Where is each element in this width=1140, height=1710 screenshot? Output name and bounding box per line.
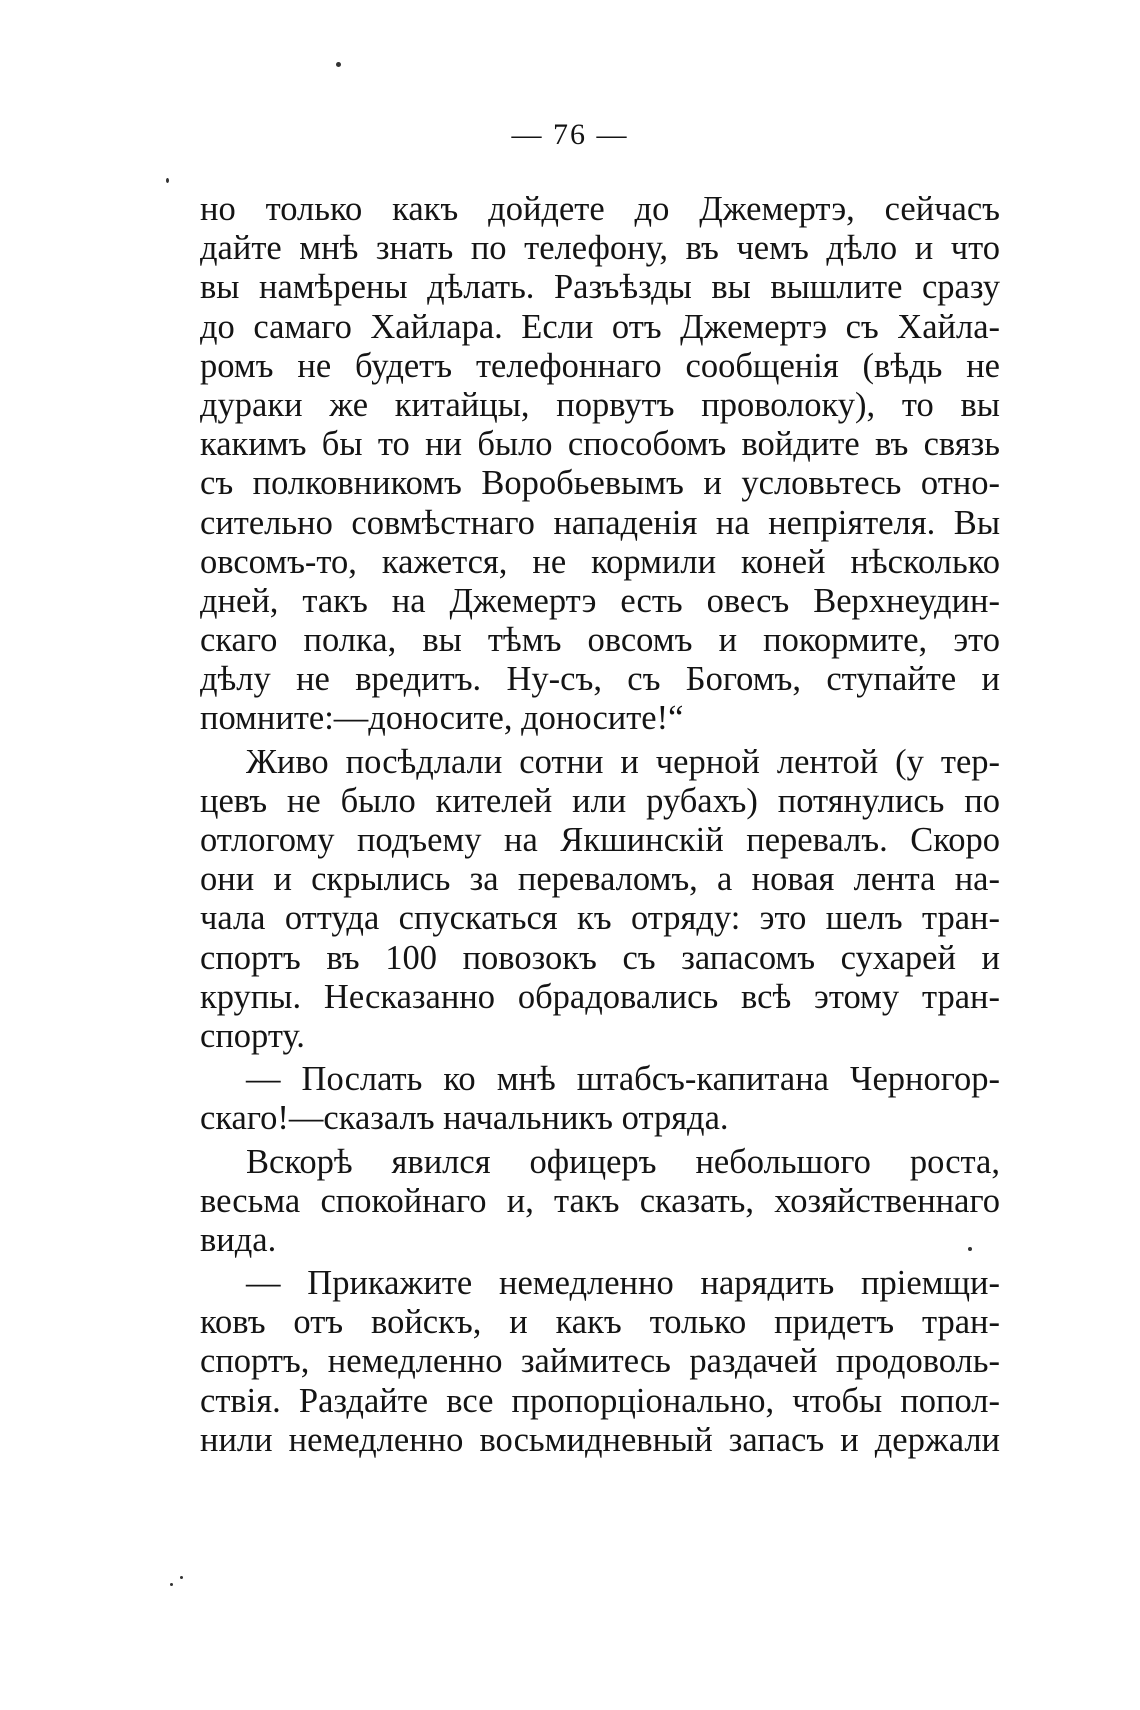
page-number: — 76 — [511, 118, 629, 151]
text-line: крупы. Несказанно обрадовались всѣ этому тран- [200, 977, 1000, 1016]
paragraph [200, 1060, 1000, 1138]
text-line: до самаго Хайлара. Если отъ Джемертэ съ Хайла- [200, 307, 1000, 346]
text-line: съ полковникомъ Воробьевымъ и условьтесь отно- [200, 464, 1000, 503]
text-line: цевъ не было кителей или рубахъ) потянулись по [200, 781, 1000, 820]
text-line: вида. [200, 1220, 277, 1259]
text-line: — Прикажите немедленно нарядить пріемщи- [246, 1264, 1000, 1303]
text-line: весьма спокойнаго и, такъ сказать, хозяйственнаго [200, 1181, 1000, 1220]
text-line: они и скрылись за переваломъ, а новая лента на- [200, 860, 1000, 899]
text-line: спорту. [200, 1016, 305, 1055]
text-line: помните:—доносите, доносите!“ [200, 699, 684, 738]
text-line: вы намѣрены дѣлать. Разъѣзды вы вышлите сразу [200, 268, 1000, 307]
ink-speck [166, 178, 169, 183]
text-line: ковъ отъ войскъ, и какъ только придетъ тран- [200, 1303, 1000, 1342]
text-line: чала оттуда спускаться къ отряду: это шелъ тран- [200, 899, 1000, 938]
ink-speck [180, 1576, 183, 1579]
text-line: скаго полка, вы тѣмъ овсомъ и покормите, это [200, 621, 1000, 660]
text-line: Живо посѣдлали сотни и черной лентой (у тер- [246, 742, 1000, 781]
text-line: нили немедленно восьмидневный запасъ и держали [200, 1420, 1000, 1459]
text-line: спортъ, немедленно займитесь раздачей продоволь- [200, 1342, 1000, 1381]
paragraph [200, 1143, 1000, 1261]
ink-speck [336, 62, 341, 67]
paragraph [200, 190, 1000, 739]
text-line: спортъ въ 100 повозокъ съ запасомъ сухарей и [200, 938, 1000, 977]
ink-speck [170, 1583, 173, 1586]
text-line: ствія. Раздайте все пропорціонально, чтобы попол- [200, 1381, 1000, 1420]
text-line: скаго!—сказалъ начальникъ отряда. [200, 1099, 729, 1138]
text-line: но только какъ дойдете до Джемертэ, сейчасъ [200, 190, 1000, 228]
text-line: дураки же китайцы, порвутъ проволоку), то вы [200, 385, 1000, 424]
text-line: — Послать ко мнѣ штабсъ-капитана Черногор- [246, 1060, 1000, 1099]
text-line: овсомъ-то, кажется, не кормили коней нѣсколько [200, 542, 1000, 581]
text-line: дней, такъ на Джемертэ есть овесъ Верхнеудин- [200, 581, 1000, 620]
paragraph [200, 743, 1000, 1057]
paragraph [200, 1264, 1000, 1460]
text-line: ромъ не будетъ телефоннаго сообщенія (вѣдь не [200, 346, 1000, 385]
text-line: дайте мнѣ знать по телефону, въ чемъ дѣло и что [200, 229, 1000, 268]
text-line: отлогому подъему на Якшинскій перевалъ. Скоро [200, 821, 1000, 859]
body-text [200, 190, 1000, 1460]
text-line: сительно совмѣстнаго нападенія на непріятеля. Вы [200, 503, 1000, 542]
text-line: какимъ бы то ни было способомъ войдите въ связь [200, 425, 1000, 464]
text-line: дѣлу не вредитъ. Ну-съ, съ Богомъ, ступайте и [200, 660, 1000, 699]
text-line: Вскорѣ явился офицеръ небольшого роста, [246, 1142, 1000, 1181]
